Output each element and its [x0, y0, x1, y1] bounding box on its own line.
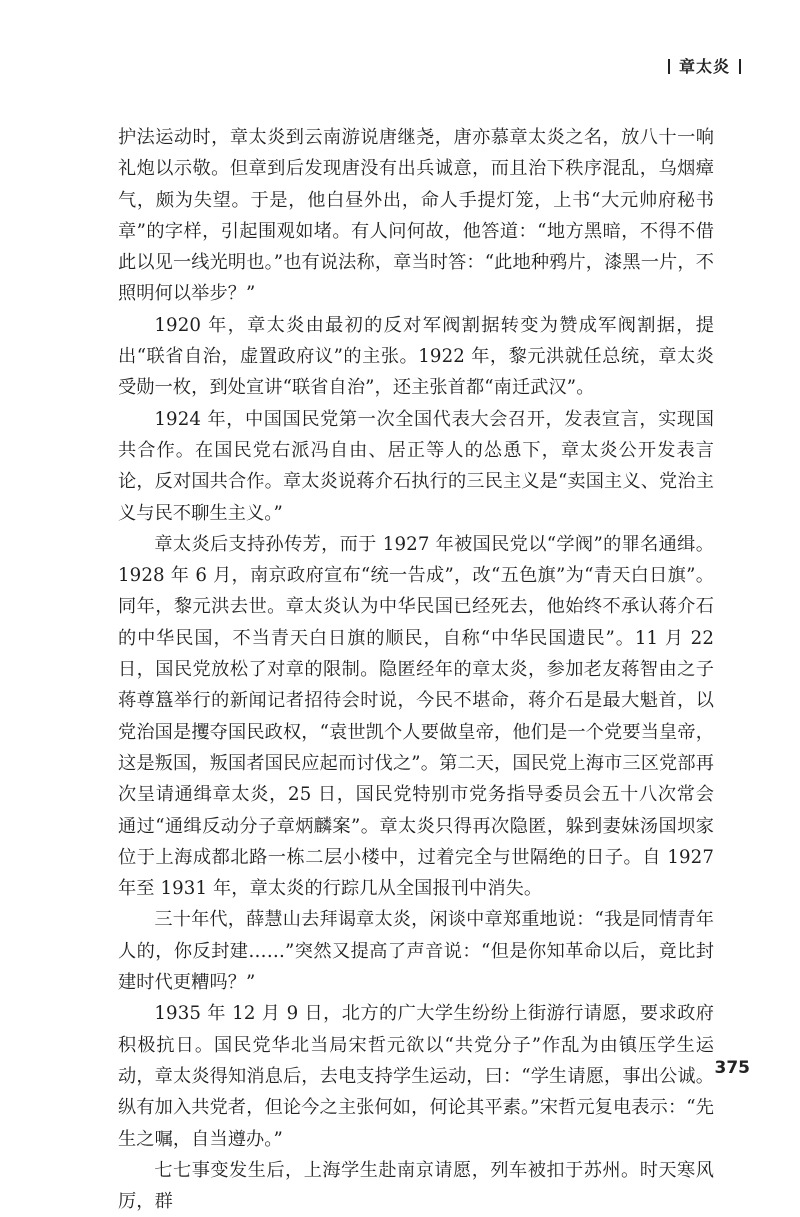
paragraph: 1920 年，章太炎由最初的反对军阀割据转变为赞成军阀割据，提出“联省自治，虚置政府议”的主张。1922 年，黎元洪就任总统，章太炎受勋一枚，到处宣讲“联省自治”，还主张首都“南迁武汉”。: [118, 314, 714, 399]
paragraph: 护法运动时，章太炎到云南游说唐继尧，唐亦慕章太炎之名，放八十一响礼炮以示敬。但章到后发现唐没有出兵诚意，而且治下秩序混乱，乌烟瘴气，颇为失望。于是，他白昼外出，命人手提灯笼，上书“大元帅府秘书章”的字样，引起围观如堵。有人问何故，他答道：“地方黑暗，不得不借此以见一线光明也。”也有说法称，章当时答：“此地种鸦片，漆黑一片，不照明何以举步？”: [118, 127, 714, 305]
header-divider-right: [739, 59, 741, 74]
paragraph: 三十年代，薛慧山去拜谒章太炎，闲谈中章郑重地说：“我是同情青年人的，你反封建……”突然又提高了声音说：“但是你知革命以后，竟比封建时代更糟吗？”: [118, 909, 714, 994]
header-divider-left: [668, 59, 670, 74]
body-text: [118, 122, 714, 1217]
page-number: 375: [714, 1058, 750, 1078]
paragraph: 1935 年 12 月 9 日，北方的广大学生纷纷上街游行请愿，要求政府积极抗日。国民党华北当局宋哲元欲以“共党分子”作乱为由镇压学生运动，章太炎得知消息后，去电支持学生运动，曰：“学生请愿，事出公诚。纵有加入共党者，但论今之主张何如，何论其平素。”宋哲元复电表示：“先生之嘱，自当遵办。”: [118, 1003, 714, 1150]
paragraph: 章太炎后支持孙传芳，而于 1927 年被国民党以“学阀”的罪名通缉。1928 年 6 月，南京政府宣布“统一告成”，改“五色旗”为“青天白日旗”。同年，黎元洪去世。章太炎认为中华民国已经死去，他始终不承认蒋介石的中华民国，不当青天白日旗的顺民，自称“中华民国遗民”。11 月 22 日，国民党放松了对章的限制。隐匿经年的章太炎，参加老友蒋智由之子蒋尊簋举行的新闻记者招待会时说，今民不堪命，蒋介石是最大魁首，以党治国是攫夺国民政权，“袁世凯个人要做皇帝，他们是一个党要当皇帝，这是叛国，叛国者国民应起而讨伐之”。第二天，国民党上海市三区党部再次呈请通缉章太炎，25 日，国民党特别市党务指导委员会五十八次常会通过“通缉反动分子章炳麟案”。章太炎只得再次隐匿，躲到妻妹汤国坝家位于上海成都北路一栋二层小楼中，过着完全与世隔绝的日子。自 1927 年至 1931 年，章太炎的行踪几从全国报刊中消失。: [118, 533, 714, 900]
paragraph: 七七事变发生后，上海学生赴南京请愿，列车被扣于苏州。时天寒风厉，群: [118, 1159, 714, 1213]
chapter-title: 章太炎: [678, 57, 730, 76]
running-header: [659, 54, 750, 77]
paragraph: 1924 年，中国国民党第一次全国代表大会召开，发表宣言，实现国共合作。在国民党右派冯自由、居正等人的怂恿下，章太炎公开发表言论，反对国共合作。章太炎说蒋介石执行的三民主义是“卖国主义、党治主义与民不聊生主义。”: [118, 408, 714, 524]
